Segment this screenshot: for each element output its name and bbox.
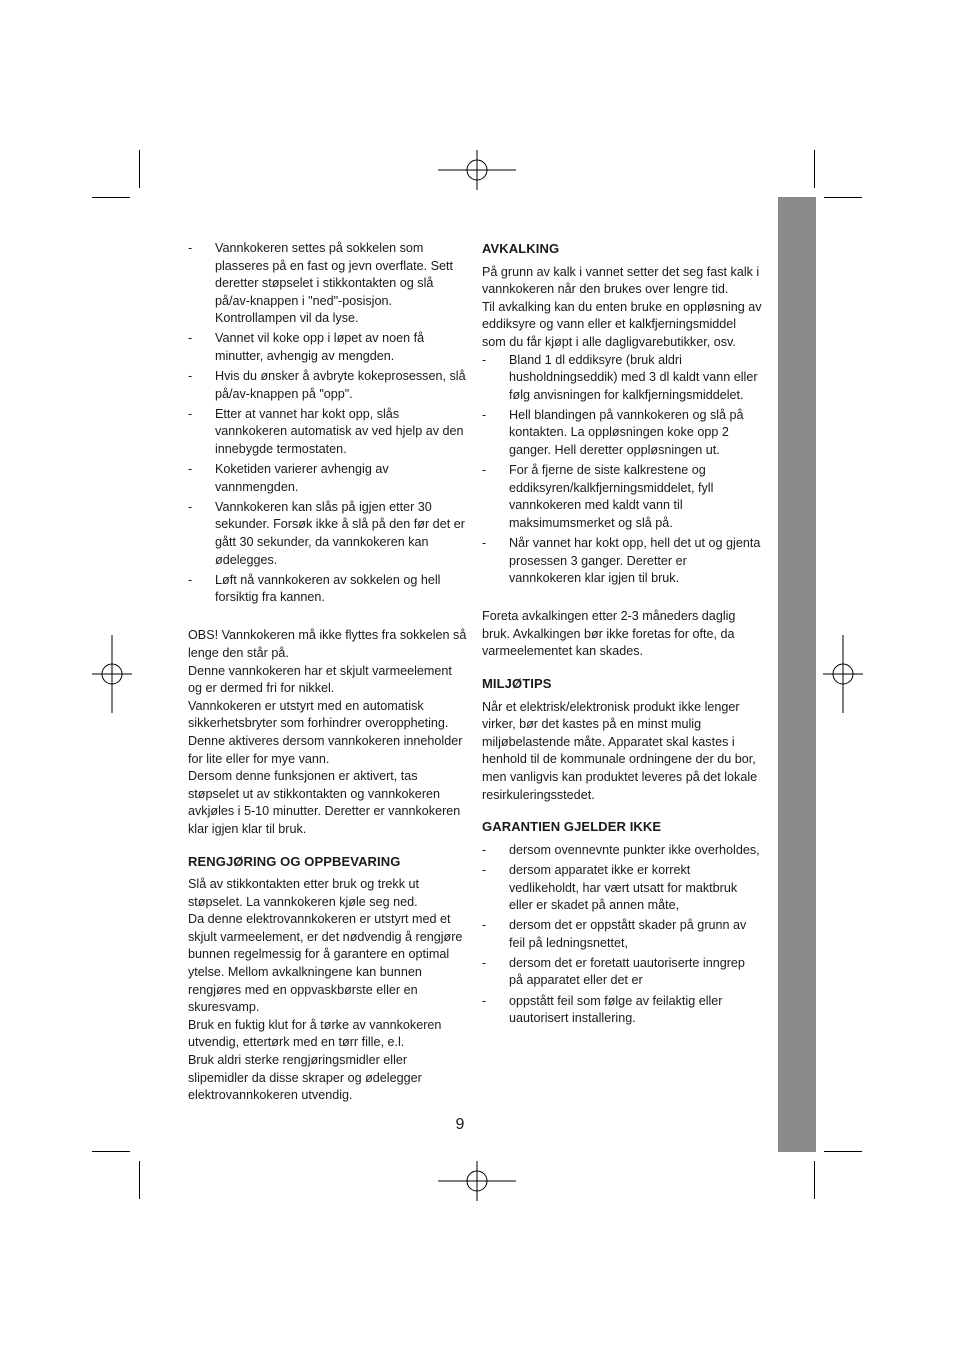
list-item: - Vannet vil koke opp i løpet av noen få minutter, avhengig av mengden. (188, 331, 425, 364)
list-item: - Hell blandingen på vannkokeren og slå på kontakten. La oppløsningen koke opp 2 ganger. Hell deretter oppløsningen ut. (482, 407, 744, 458)
right-column (482, 240, 762, 1030)
descaling-steps-list (482, 352, 762, 588)
obs-paragraph: Vannkokeren er utstyrt med en automatisk sikkerhetsbryter som forhindrer overoppheting. Denne aktiveres dersom vannkokeren inneholder for lite eller for mye vann. (188, 698, 463, 766)
descaling-intro: På grunn av kalk i vannet setter det seg fast kalk i vannkokeren når den brukes over lengre tid. (482, 264, 760, 297)
warranty-list (482, 842, 762, 1028)
eco-section (482, 675, 762, 804)
crop-mark-top-left-h (92, 197, 130, 198)
list-item: - dersom det er oppstått skader på grunn av feil på ledningsnettet, (482, 918, 747, 950)
spacer (482, 590, 762, 608)
usage-instructions-list (188, 240, 468, 607)
obs-paragraph: OBS! Vannkokeren må ikke flyttes fra sokkelen så lenge den står på. (188, 628, 467, 660)
descaling-section (482, 240, 762, 661)
crop-mark-bottom-left-v (139, 1161, 140, 1199)
list-item: - Vannkokeren kan slås på igjen etter 30 sekunder. Forsøk ikke å slå på den før det er gått 30 sekunder, da vannkokeren kan ødelegges. (188, 499, 465, 567)
crop-mark-top-left-v (139, 150, 140, 188)
crop-mark-top-right-v (814, 150, 815, 188)
registration-mark-top (438, 150, 516, 190)
obs-paragraph: Denne vannkokeren har et skjult varmeelement og er dermed fri for nikkel. (188, 663, 452, 696)
cleaning-paragraph: Bruk en fuktig klut for å tørke av vannkokeren utvendig, ettertørk med en tørr fille, e.l. (188, 1017, 442, 1050)
registration-mark-right (823, 635, 863, 713)
cleaning-paragraph: Da denne elektrovannkokeren er utstyrt med et skjult varmeelement, er det nødvendig å rengjøre bunnen regelmessig for å garantere en optimal ytelse. Mellom avkalkningene kan bunnen rengjøres med en oppvaskbørste eller en skuresvamp. (188, 912, 463, 1015)
list-item: - Koketiden varierer avhengig av vannmengden. (188, 462, 389, 494)
crop-mark-top-right-h (824, 197, 862, 198)
list-item: - oppstått feil som følge av feilaktig eller uautorisert installering. (482, 993, 723, 1026)
warranty-heading: GARANTIEN GJELDER IKKE (482, 819, 662, 835)
list-item: - dersom apparatet ikke er korrekt vedlikeholdt, har vært utsatt for maktbruk eller er skadet på annen måte, (482, 862, 738, 913)
crop-mark-bottom-left-h (92, 1151, 130, 1152)
list-item: - Hvis du ønsker å avbryte kokeprosessen, slå på/av-knappen på "opp". (188, 369, 466, 401)
registration-mark-bottom (438, 1161, 516, 1201)
descaling-note: Foreta avkalkingen etter 2-3 måneders daglig bruk. Avkalkingen bør ikke foretas for ofte, da varmeelementet kan skades. (482, 609, 736, 659)
obs-notes (188, 627, 468, 838)
registration-mark-left (92, 635, 132, 713)
spacer (188, 609, 468, 627)
list-item: - Når vannet har kokt opp, hell det ut og gjenta prosessen 3 ganger. Deretter er vannkokeren klar igjen til bruk. (482, 536, 761, 586)
page-number: 9 (455, 1116, 465, 1133)
list-item: - Vannkokeren settes på sokkelen som plasseres på en fast og jevn overflate. Sett deretter støpselet i stikkontakten og slå på/av-knappen i "ned"-posisjon. Kontrollampen vil da lyse. (188, 241, 454, 326)
list-item: - For å fjerne de siste kalkrestene og eddiksyren/kalkfjerningsmiddelet, fyll vannkokeren med kaldt vann til maksimumsmerket og slå på. (482, 463, 714, 530)
descaling-heading: AVKALKING (482, 241, 560, 256)
list-item: - Etter at vannet har kokt opp, slås vannkokeren automatisk av ved hjelp av den innebygde termostaten. (188, 406, 464, 457)
list-item: - Løft nå vannkokeren av sokkelen og hell forsiktig fra kannen. (188, 572, 441, 605)
list-item: - Bland 1 dl eddiksyre (bruk aldri husholdningseddik) med 3 dl kaldt vann eller følg anvisningen for kalkfjerningsmiddelet. (482, 352, 758, 402)
list-item: - dersom det er foretatt uautoriserte inngrep på apparatet eller det er (482, 955, 745, 988)
descaling-intro: Til avkalking kan du enten bruke en oppløsning av eddiksyre og vann eller et kalkfjerningsmiddel som du får kjøpt i alle dagligvarebutikker, osv. (482, 299, 762, 349)
cleaning-paragraph: Slå av stikkontakten etter bruk og trekk ut støpselet. La vannkokeren kjøle seg ned. (188, 877, 419, 909)
eco-text: Når et elektrisk/elektronisk produkt ikke lenger virker, bør det kastes på en minst mulig miljøbelastende måte. Apparatet skal kastes i henhold til de kommunale ordningene der du bor, men vanligvis kan produktet leveres på det lokale resirkuleringsstedet. (482, 699, 758, 802)
obs-paragraph: Dersom denne funksjonen er aktivert, tas støpselet ut av stikkontakten og vannkokeren avkjøles i 5-10 minutter. Deretter er vannkokeren klar igjen klar til bruk. (188, 769, 461, 836)
side-tab (778, 197, 816, 1152)
list-item: - dersom ovennevnte punkter ikke overholdes, (482, 842, 760, 857)
crop-mark-bottom-right-h (824, 1151, 862, 1152)
cleaning-paragraph: Bruk aldri sterke rengjøringsmidler eller slipemidler da disse skraper og ødelegger elektrovannkokeren utvendig. (188, 1053, 422, 1103)
warranty-section (482, 818, 762, 1028)
eco-heading: MILJØTIPS (482, 676, 552, 692)
crop-mark-bottom-right-v (814, 1161, 815, 1199)
cleaning-heading: RENGJØRING OG OPPBEVARING (188, 853, 401, 869)
left-column (188, 240, 468, 1105)
cleaning-section (188, 853, 468, 1105)
